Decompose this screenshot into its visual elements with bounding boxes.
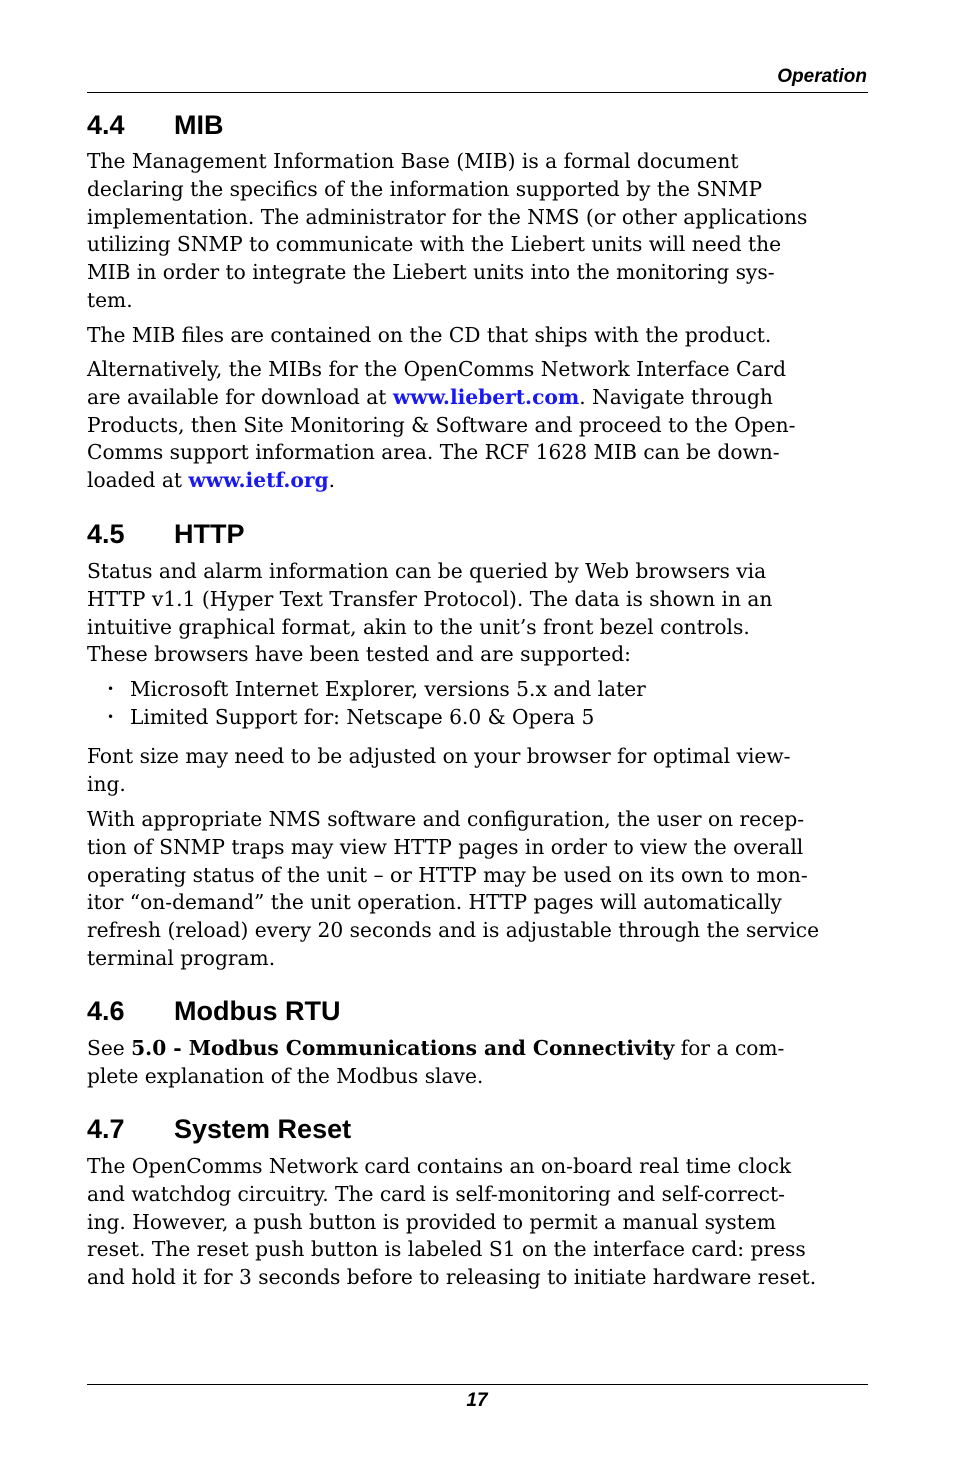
text-line: and watchdog circuitry. The card is self-monitoring and self-correct- xyxy=(87,1181,785,1206)
text-line: terminal program. xyxy=(87,945,276,970)
text-line: refresh (reload) every 20 seconds and is adjustable through the service xyxy=(87,918,820,943)
text-line: itor “on-demand” the unit operation. HTTP pages will automatically xyxy=(87,890,782,915)
section-title: HTTP xyxy=(174,519,245,549)
text-line: The OpenComms Network card contains an on-board real time clock xyxy=(87,1154,792,1178)
text-line: HTTP v1.1 (Hyper Text Transfer Protocol). The data is shown in an xyxy=(87,586,773,611)
list-item-text: Microsoft Internet Explorer, versions 5.x and later xyxy=(130,677,646,701)
paragraph xyxy=(87,743,790,799)
text-line: Products, then Site Monitoring & Software and proceed to the Open- xyxy=(87,412,796,437)
text-line: reset. The reset push button is labeled S1 on the interface card: press xyxy=(87,1237,806,1262)
footer-rule xyxy=(87,1384,868,1385)
paragraph xyxy=(87,1035,784,1091)
section-number: 4.7 xyxy=(87,1114,125,1144)
text-segment: for a com- xyxy=(674,1036,785,1060)
cross-reference: 5.0 - Modbus Communications and Connectivity xyxy=(131,1036,675,1060)
hyperlink[interactable]: www.liebert.com xyxy=(392,384,580,409)
text-segment: loaded at xyxy=(87,468,189,493)
text-line: plete explanation of the Modbus slave. xyxy=(87,1063,484,1088)
text-line: Font size may need to be adjusted on your browser for optimal view- xyxy=(87,744,791,768)
text-line: The Management Information Base (MIB) is a formal document xyxy=(87,149,739,173)
running-header: Operation xyxy=(777,66,867,87)
section-number: 4.5 xyxy=(87,519,125,549)
text-line: intuitive graphical format, akin to the unit’s front bezel controls. xyxy=(87,614,750,639)
text-line: utilizing SNMP to communicate with the Liebert units will need the xyxy=(87,232,782,257)
hyperlink[interactable]: www.ietf.org xyxy=(188,468,329,493)
text-line: Alternatively, the MIBs for the OpenComms Network Interface Card xyxy=(87,357,787,381)
list-item-text: Limited Support for: Netscape 6.0 & Opera 5 xyxy=(130,704,595,729)
paragraph xyxy=(87,806,819,973)
text-line: tion of SNMP traps may view HTTP pages in order to view the overall xyxy=(87,834,804,859)
paragraph xyxy=(87,558,772,669)
section-number: 4.6 xyxy=(87,996,125,1026)
section-heading xyxy=(87,110,224,141)
bullet-list xyxy=(87,676,646,732)
text-line: ing. xyxy=(87,771,126,796)
text-line: and hold it for 3 seconds before to releasing to initiate hardware reset. xyxy=(87,1265,817,1290)
paragraph xyxy=(87,1153,816,1292)
text-line: These browsers have been tested and are supported: xyxy=(87,642,631,667)
text-line: With appropriate NMS software and configuration, the user on recep- xyxy=(87,807,805,831)
text-segment: are available for download at xyxy=(87,384,393,409)
bullet-icon: • xyxy=(107,709,115,724)
section-heading xyxy=(87,519,245,550)
text-line: ing. However, a push button is provided to permit a manual system xyxy=(87,1209,776,1234)
text-line: implementation. The administrator for the NMS (or other applications xyxy=(87,204,808,229)
text-line xyxy=(87,1035,784,1063)
text-line: MIB in order to integrate the Liebert units into the monitoring sys- xyxy=(87,260,775,285)
paragraph xyxy=(87,322,771,350)
section-heading xyxy=(87,1114,351,1145)
text-line: operating status of the unit – or HTTP may be used on its own to mon- xyxy=(87,862,808,887)
text-line: Comms support information area. The RCF 1628 MIB can be down- xyxy=(87,440,780,465)
text-segment: See xyxy=(87,1036,132,1060)
bullet-icon: • xyxy=(107,682,115,696)
paragraph xyxy=(87,356,796,495)
text-line: The MIB files are contained on the CD that ships with the product. xyxy=(87,323,772,347)
text-line xyxy=(87,384,796,412)
section-title: MIB xyxy=(174,110,224,140)
text-line: Status and alarm information can be queried by Web browsers via xyxy=(87,559,767,583)
text-line: tem. xyxy=(87,287,133,312)
text-segment: . Navigate through xyxy=(579,384,773,409)
page-number: 17 xyxy=(466,1390,488,1411)
text-line xyxy=(87,467,796,495)
section-heading xyxy=(87,996,340,1027)
list-item xyxy=(87,704,646,732)
text-line: declaring the specifics of the information supported by the SNMP xyxy=(87,176,763,201)
header-rule xyxy=(87,92,868,93)
section-number: 4.4 xyxy=(87,110,125,140)
paragraph xyxy=(87,148,807,315)
list-item xyxy=(87,676,646,704)
section-title: Modbus RTU xyxy=(174,996,341,1026)
text-segment: . xyxy=(328,468,336,493)
section-title: System Reset xyxy=(174,1114,352,1144)
